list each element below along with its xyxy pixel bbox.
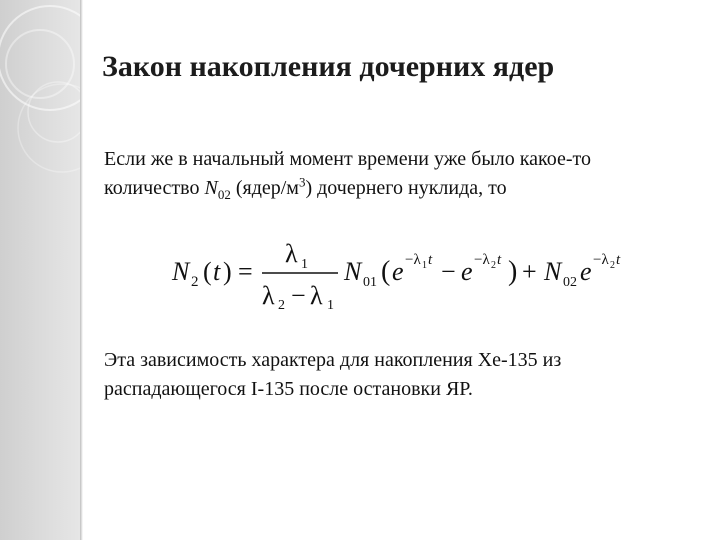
- formula-denominator-sub-1: 1: [327, 298, 334, 312]
- formula-numerator-sub-1: 1: [301, 257, 308, 272]
- conclusion-line-1: Эта зависимость характера для накопления Xe-135 из: [104, 349, 562, 371]
- formula-n02: N: [544, 257, 562, 286]
- formula-exp-1-sub: 1: [422, 260, 427, 271]
- formula-exp-1-t: t: [428, 252, 433, 268]
- decorative-left-band: [0, 0, 80, 540]
- formula-close-paren: ): [508, 256, 518, 287]
- intro-line-2-post: ) дочернего нуклида, то: [305, 177, 507, 199]
- formula-exp-3-sub: 2: [610, 260, 615, 271]
- conclusion-line-2: распадающегося I-135 после остановки ЯР.: [104, 378, 473, 400]
- band-edge-divider: [80, 0, 83, 540]
- formula-e-1: e: [392, 257, 404, 286]
- formula-exp-2-sub: 2: [491, 260, 496, 271]
- formula-n01: N: [344, 257, 362, 286]
- formula-exp-2-t: t: [497, 252, 502, 268]
- formula-equals: =: [238, 257, 253, 286]
- formula-lparen-t: (: [203, 257, 212, 286]
- formula-exp-2-lambda: −λ: [474, 252, 490, 268]
- formula-t: t: [213, 257, 221, 286]
- formula-minus: −: [441, 257, 456, 286]
- formula-exp-1-lambda: −λ: [405, 252, 421, 268]
- formula-exp-3-t: t: [616, 252, 621, 268]
- symbol-n: N: [204, 177, 218, 199]
- formula-denominator-sub-2: 2: [278, 298, 285, 312]
- formula-open-paren: (: [381, 256, 391, 287]
- formula-n: N: [172, 257, 190, 286]
- formula-rparen-t: ): [223, 257, 232, 286]
- formula-e-2: e: [461, 257, 473, 286]
- cubic-superscript: 3: [298, 174, 306, 190]
- formula-denominator-lambda-1: λ: [310, 281, 323, 310]
- intro-line-1: Если же в начальный момент времени уже было какое-то: [104, 148, 592, 170]
- intro-line-2-mid: (ядер/м: [230, 177, 299, 199]
- intro-paragraph: [104, 145, 694, 203]
- formula-numerator-lambda: λ: [285, 239, 298, 268]
- formula-denominator-lambda-2: λ: [262, 281, 275, 310]
- accumulation-formula: [170, 232, 650, 312]
- formula-denominator-minus: −: [291, 281, 306, 310]
- decorative-circles: [0, 0, 80, 540]
- symbol-n-subscript: 02: [217, 187, 231, 202]
- formula-exp-3-lambda: −λ: [593, 252, 609, 268]
- formula-plus: +: [522, 257, 537, 286]
- formula-n-sub-2: 2: [191, 274, 199, 290]
- formula-n01-sub: 01: [363, 275, 377, 290]
- formula-e-3: e: [580, 257, 592, 286]
- slide-title: Закон накопления дочерних ядер: [102, 50, 555, 83]
- formula-n02-sub: 02: [563, 275, 577, 290]
- intro-line-2-pre: количество: [104, 177, 205, 199]
- conclusion-paragraph: [104, 346, 694, 404]
